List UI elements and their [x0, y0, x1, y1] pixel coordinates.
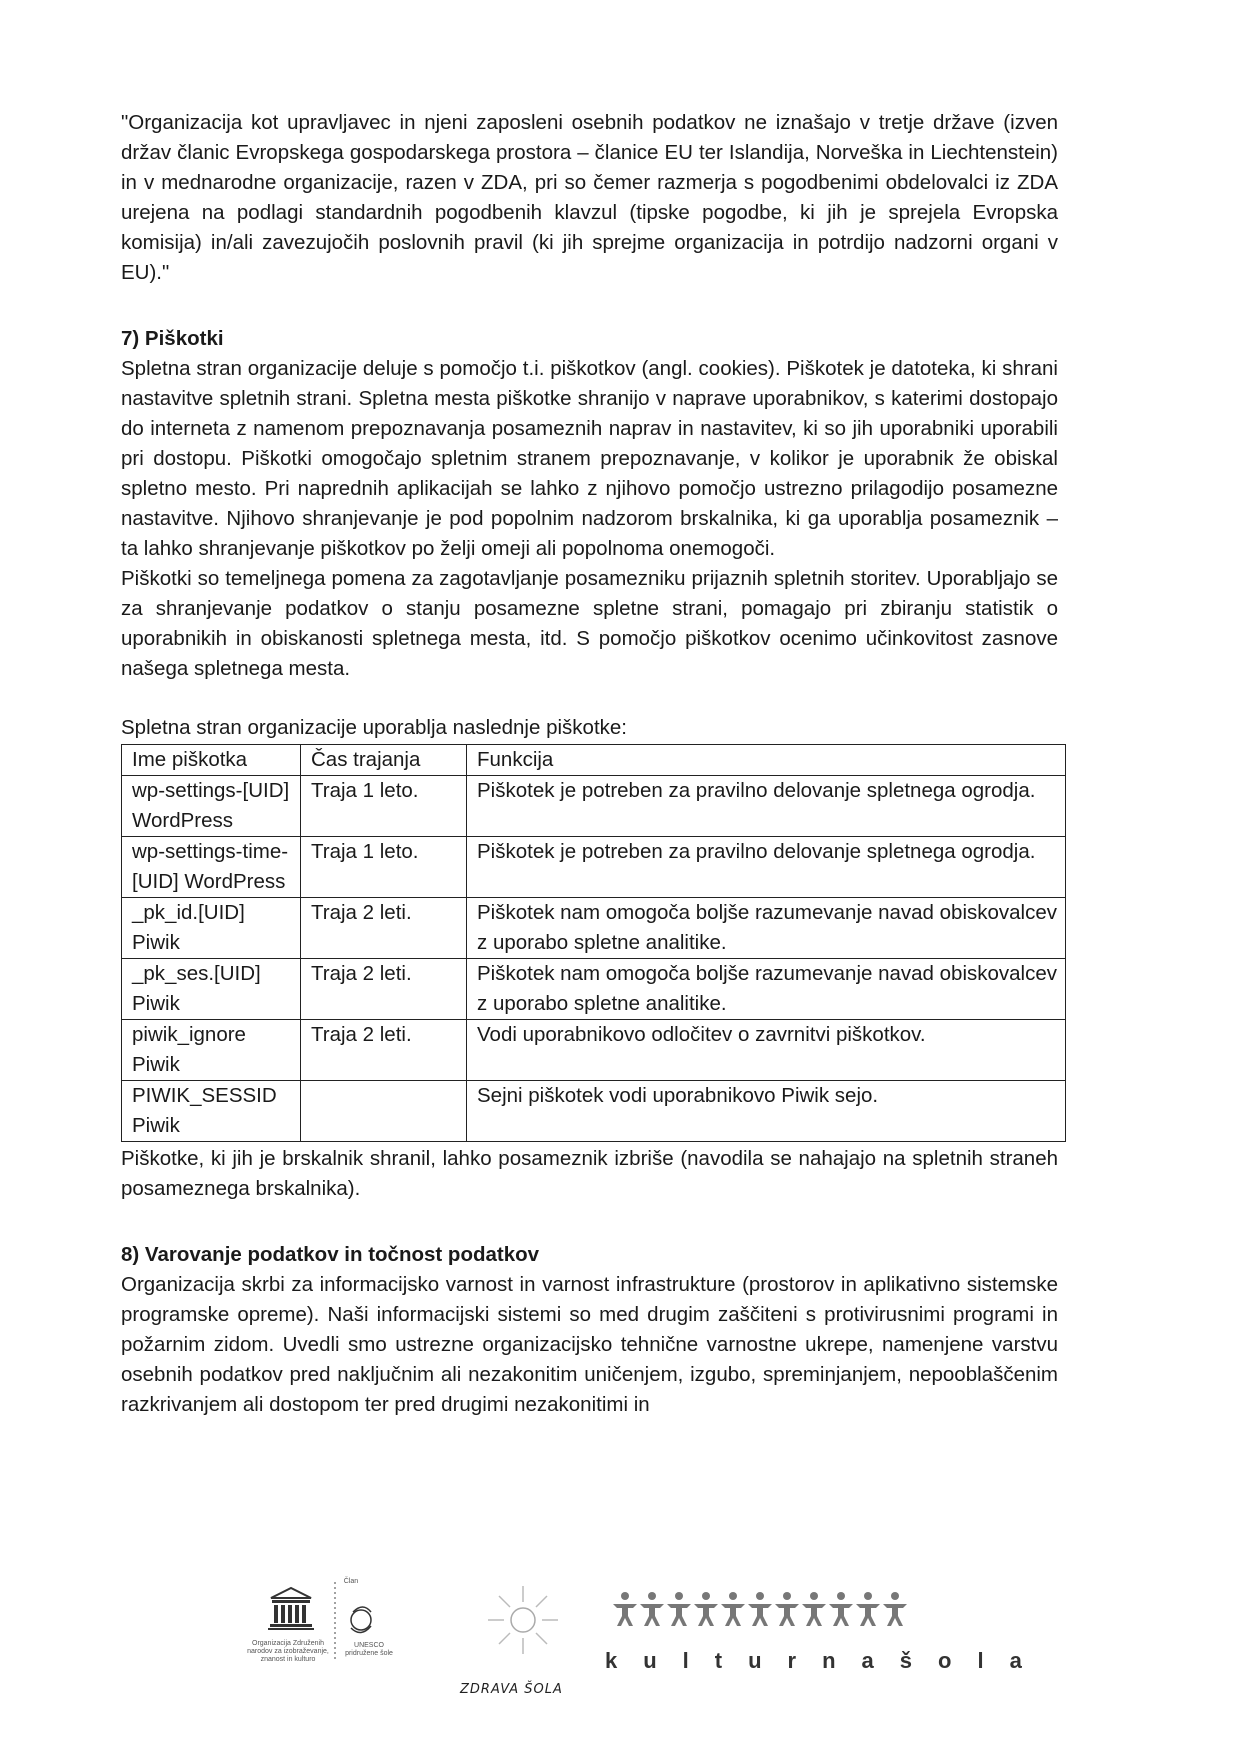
cookie-duration	[301, 1081, 467, 1142]
cookie-name: PIWIK_SESSID Piwik	[122, 1081, 301, 1142]
member-label: Član	[343, 1578, 359, 1585]
cookie-name: wp-settings-time-[UID] WordPress	[122, 837, 301, 898]
cookie-name: wp-settings-[UID] WordPress	[122, 776, 301, 837]
cookie-table	[121, 744, 1066, 1142]
unesco-caption: Organizacija Združenih narodov za izobraževanje, znanost in kulturo	[247, 1640, 329, 1663]
table-row	[122, 1081, 1066, 1142]
cookie-name: _pk_id.[UID] Piwik	[122, 898, 301, 959]
kulturna-sola-logo	[605, 1590, 1048, 1690]
section-8-heading: 8) Varovanje podatkov in točnost podatkov	[121, 1243, 540, 1266]
table-header-name: Ime piškotka	[122, 745, 301, 776]
section-8-paragraph-1: Organizacija skrbi za informacijsko varnost in varnost infrastrukture (prostorov in aplikativno sistemske programske opreme). Naši informacijski sistemi so med drugim zaščiteni s protivirusnimi programi in požarnim zidom. Uvedli smo ustrezne organizacijsko tehnične varnostne ukrepe, namenjene varstvu osebnih podatkov pred naključnim ali nezakonitim uničenjem, izgubo, spreminjanjem, nepooblaščenim razkrivanjem ali dostopom ter pred drugimi nezakonitimi in	[121, 1273, 1058, 1416]
intro-paragraph: "Organizacija kot upravljavec in njeni zaposleni osebnih podatkov ne iznašajo v tretje države (izven držav članic Evropskega gospodarskega prostora – članice EU ter Islandija, Norveška in Liechtenstein) in v mednarodne organizacije, razen v ZDA, pri so čemer razmerja s pogodbenimi obdelovalci iz ZDA urejena na podlagi standardnih pogodbenih klavzul (tipske pogodbe, ki jih je sprejela Evropska komisija) in/ali zavezujočih poslovnih pravil (ki jih sprejme organizacija in potrdijo nadzorni organi v EU)."	[121, 111, 1058, 284]
table-row	[122, 959, 1066, 1020]
table-header-row	[122, 745, 1066, 776]
cookie-function: Piškotek je potreben za pravilno delovanje spletnega ogrodja.	[467, 776, 1066, 837]
unesco-schools-caption: UNESCO pridružene šole	[345, 1642, 393, 1657]
zdrava-sola-text: ZDRAVA ŠOLA	[460, 1682, 563, 1697]
kulturna-sola-text: kulturnašola	[605, 1648, 1048, 1673]
cookie-duration: Traja 2 leti.	[301, 898, 467, 959]
zdrava-sola-logo	[460, 1582, 578, 1697]
document-page	[121, 108, 1058, 1420]
table-header-function: Funkcija	[467, 745, 1066, 776]
table-row	[122, 898, 1066, 959]
cookie-function: Vodi uporabnikovo odločitev o zavrnitvi piškotkov.	[467, 1020, 1066, 1081]
cookie-duration: Traja 2 leti.	[301, 1020, 467, 1081]
cookie-duration: Traja 2 leti.	[301, 959, 467, 1020]
cookie-function: Piškotek nam omogoča boljše razumevanje navad obiskovalcev z uporabo spletne analitike.	[467, 959, 1066, 1020]
cookie-duration: Traja 1 leto.	[301, 837, 467, 898]
section-7-heading: 7) Piškotki	[121, 327, 224, 350]
cookie-function: Sejni piškotek vodi uporabnikovo Piwik sejo.	[467, 1081, 1066, 1142]
cookie-function: Piškotek nam omogoča boljše razumevanje navad obiskovalcev z uporabo spletne analitike.	[467, 898, 1066, 959]
footer-logos	[0, 1560, 1242, 1710]
unesco-temple-icon	[263, 1580, 393, 1680]
section-7-paragraph-1: Spletna stran organizacije deluje s pomočjo t.i. piškotkov (angl. cookies). Piškotek je datoteka, ki shrani nastavitve spletnih strani. Spletna mesta piškotke shranijo v naprave uporabnikov, s katerimi dostopajo do interneta z namenom prepoznavanja posameznih naprav in nastavitev, ki so jih uporabniki uporabili pri dostopu. Piškotki omogočajo spletnim stranem prepoznavanje, v kolikor je uporabnik že obiskal spletno mesto. Pri naprednih aplikacijah se lahko z njihovo pomočjo ustrezno prilagodijo posamezne nastavitve. Njihovo shranjevanje je pod popolnim nadzorom brskalnika, ki ga uporablja posameznik – ta lahko shranjevanje piškotkov po želji omeji ali popolnoma onemogoči.	[121, 357, 1058, 560]
cookie-name: piwik_ignore Piwik	[122, 1020, 301, 1081]
cookie-duration: Traja 1 leto.	[301, 776, 467, 837]
cookie-table-intro: Spletna stran organizacije uporablja naslednje piškotke:	[121, 716, 627, 739]
table-row	[122, 1020, 1066, 1081]
sun-icon	[468, 1582, 578, 1662]
people-chain-icon	[605, 1590, 945, 1630]
cookie-function: Piškotek je potreben za pravilno delovanje spletnega ogrodja.	[467, 837, 1066, 898]
table-header-duration: Čas trajanja	[301, 745, 467, 776]
unesco-logo	[247, 1578, 393, 1680]
table-row	[122, 776, 1066, 837]
section-7-paragraph-2: Piškotki so temeljnega pomena za zagotavljanje posamezniku prijaznih spletnih storitev. Uporabljajo se za shranjevanje podatkov o stanju posamezne spletne strani, pomagajo pri zbiranju statistik o uporabnikih in obiskanosti spletnega mesta, itd. S pomočjo piškotkov ocenimo učinkovitost zasnove našega spletnega mesta.	[121, 567, 1058, 680]
cookie-deletion-note: Piškotke, ki jih je brskalnik shranil, lahko posameznik izbriše (navodila se nahajajo na spletnih straneh posameznega brskalnika).	[121, 1147, 1058, 1200]
cookie-name: _pk_ses.[UID] Piwik	[122, 959, 301, 1020]
table-row	[122, 837, 1066, 898]
